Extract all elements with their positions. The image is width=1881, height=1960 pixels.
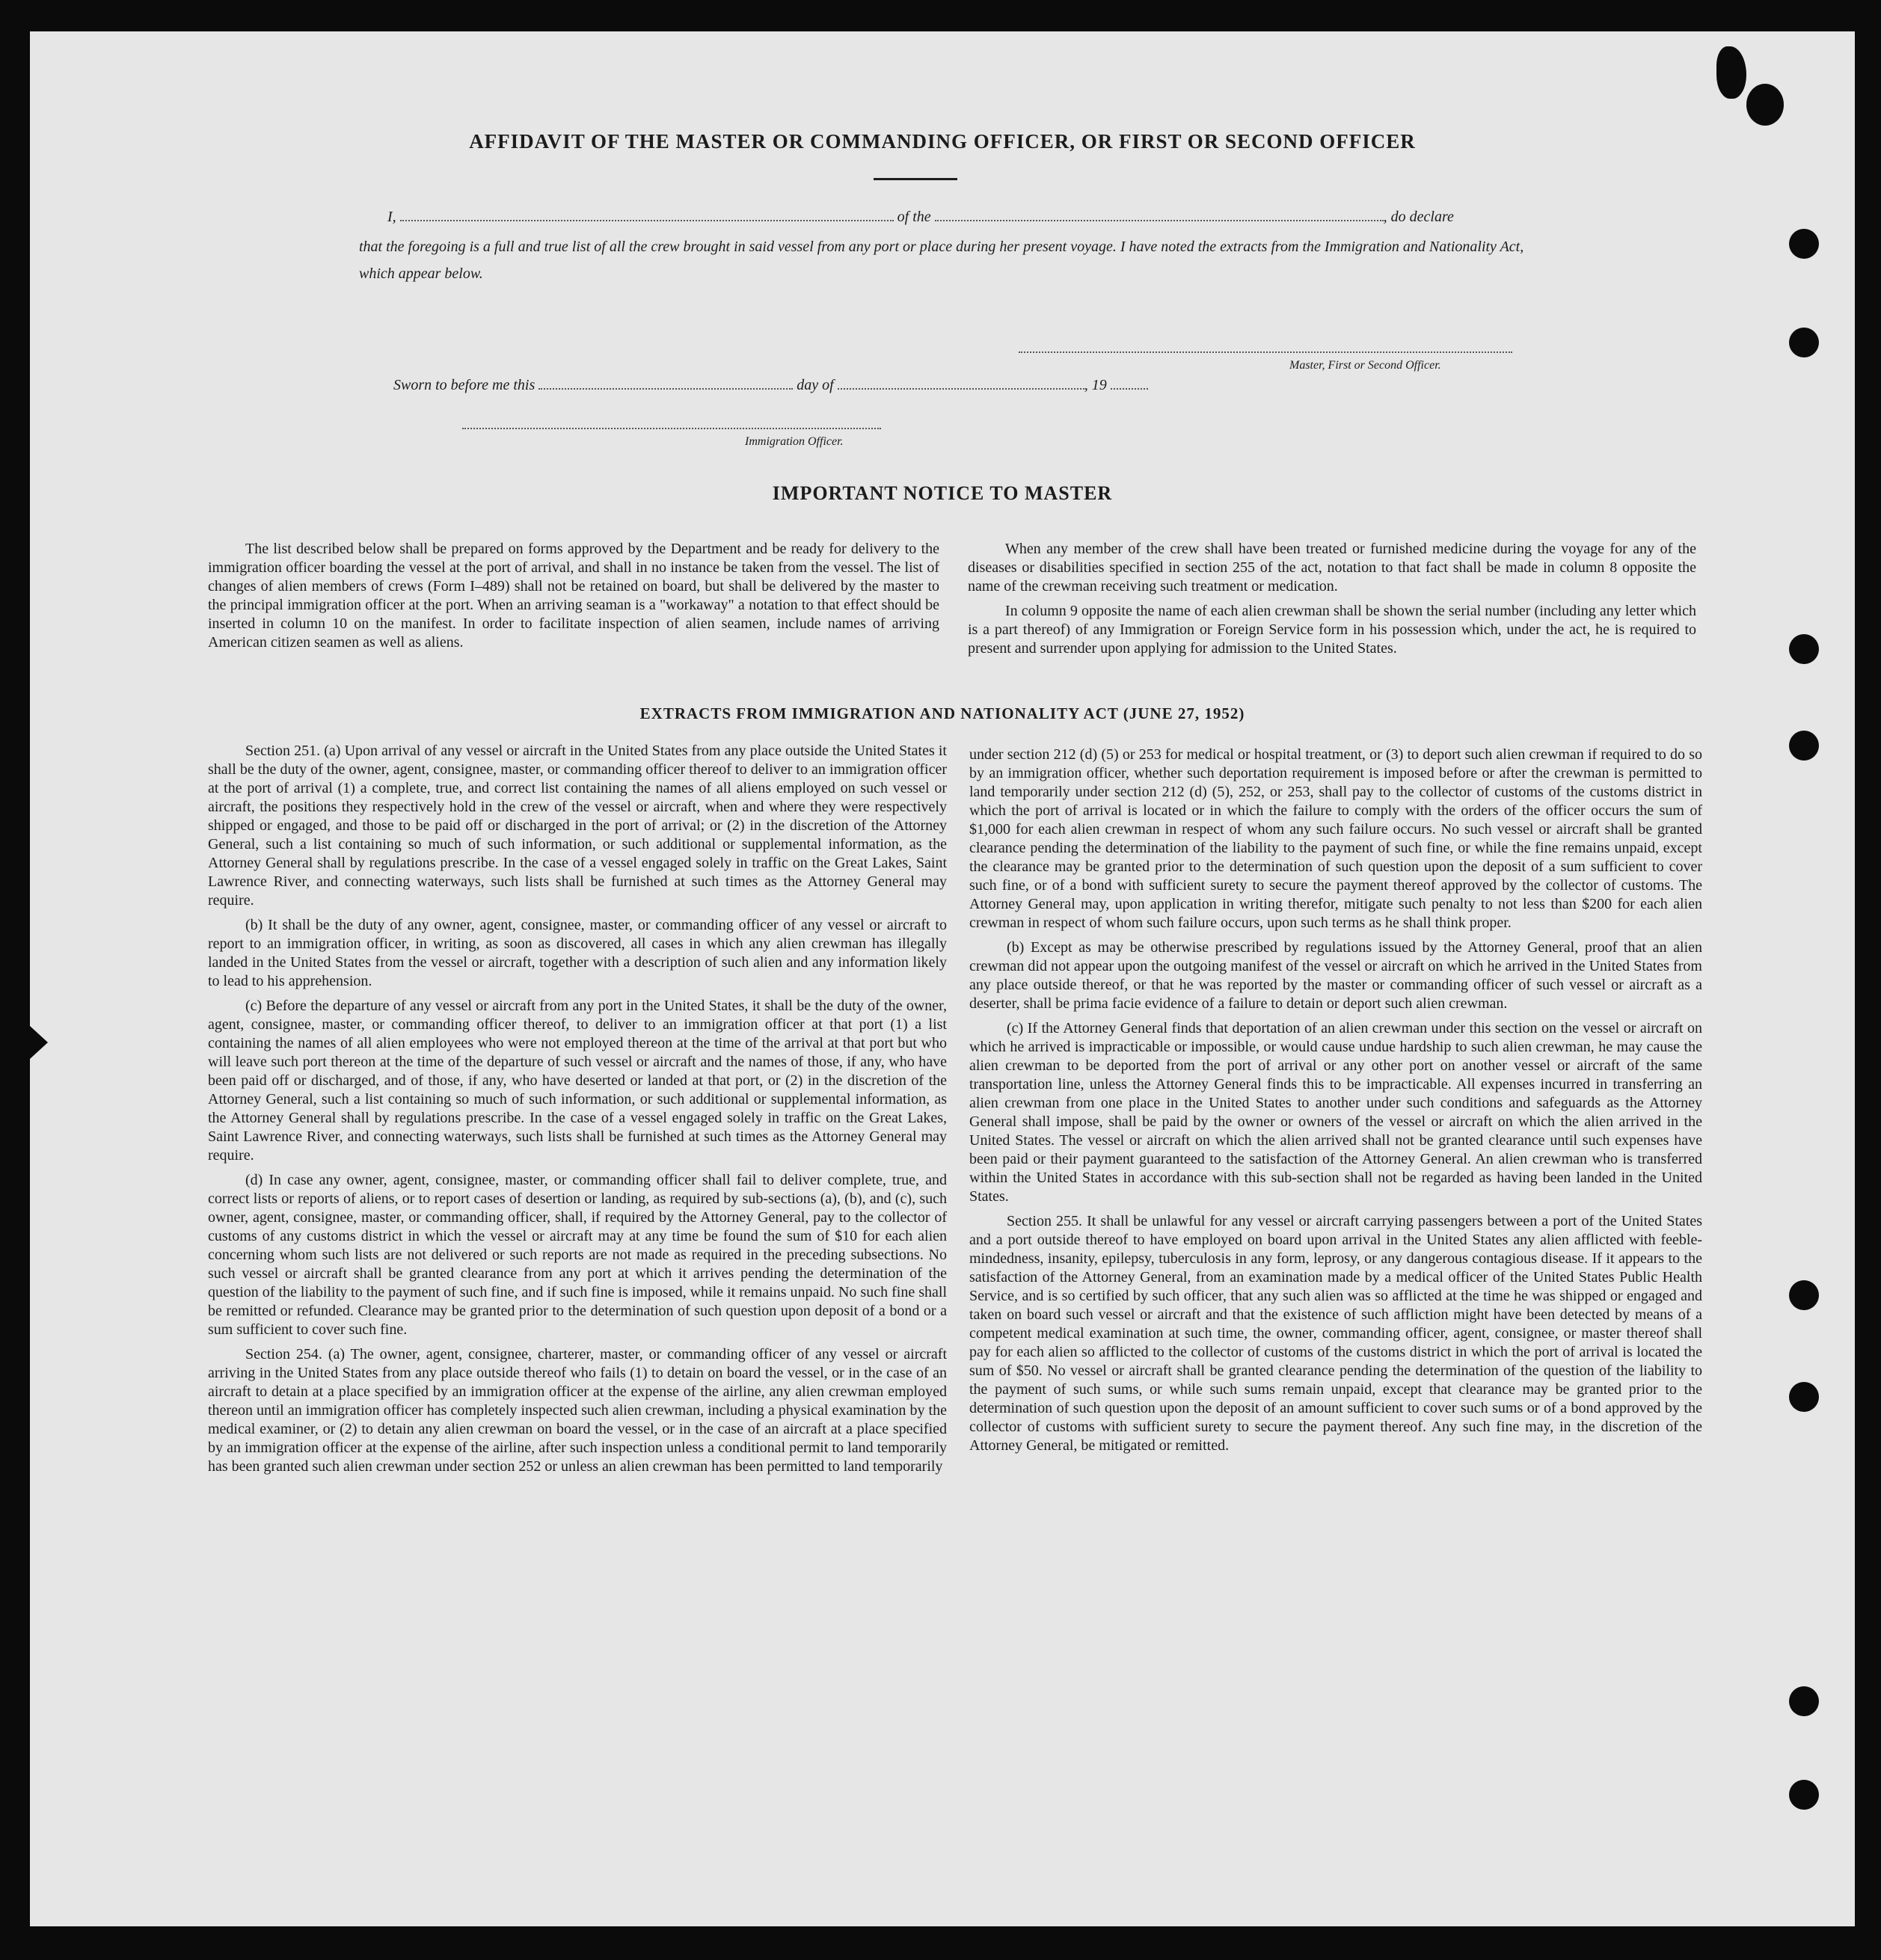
punch-hole [1789, 1780, 1819, 1810]
punch-hole [1789, 1686, 1819, 1716]
punch-hole [1789, 229, 1819, 259]
do-declare-label: , do declare [1383, 209, 1454, 225]
year-prefix: , 19 [1084, 377, 1107, 393]
officer-caption: Immigration Officer. [745, 435, 844, 448]
page-notch [30, 1026, 48, 1059]
master-signature-line[interactable] [1019, 351, 1512, 353]
name-field[interactable] [400, 220, 894, 221]
sworn-line [393, 377, 1148, 394]
extract-paragraph: Section 254. (a) The owner, agent, consignee, charterer, master, or commanding officer of any vessel or aircraft arriving in the United States from any place outside thereof who fails (1) to detain on board the vessel, or in the case of an aircraft to detain at a place specified by an immigration officer at the expense of the airline, any alien crewman employed thereon until an immigration officer has completely inspected such alien crewman, including a physical examination by the medical examiner, or (2) to detain any alien crewman on board the vessel, or in the case of an aircraft at a place specified by an immigration officer at the expense of the airline, after such inspection unless a conditional permit to land temporarily has been granted such alien crewman under section 252 or unless an alien crewman has been permitted to land temporarily [208, 1346, 947, 1475]
notice-title: IMPORTANT NOTICE TO MASTER [772, 482, 1113, 504]
clip-mark [1746, 84, 1784, 126]
i-label: I, [387, 209, 396, 225]
extracts-title: EXTRACTS FROM IMMIGRATION AND NATIONALITY ACT (JUNE 27, 1952) [639, 704, 1245, 722]
notice-right-column [968, 540, 1696, 664]
declaration-line [387, 203, 1543, 230]
affidavit-title: AFFIDAVIT OF THE MASTER OR COMMANDING OFFICER, OR FIRST OR SECOND OFFICER [469, 130, 1416, 153]
notice-left-column [208, 540, 939, 658]
punch-hole [1789, 731, 1819, 761]
punch-hole [1789, 1382, 1819, 1412]
notice-paragraph: When any member of the crew shall have been treated or furnished medicine during the voyage for any of the diseases or disabilities specified in section 255 of the act, notation to that fact shall be made in column 8 opposite the name of the crewman receiving such treatment or medication. [968, 541, 1696, 595]
sworn-label: Sworn to before me this [393, 377, 536, 393]
extract-paragraph: (b) It shall be the duty of any owner, agent, consignee, master, or commanding officer of any vessel or aircraft to report to an immigration officer, in writing, as soon as discovered, all cases in which any alien crewman has illegally landed in the United States from the vessel or aircraft, together with a description of such alien and any information likely to lead to his apprehension. [208, 917, 947, 989]
extract-paragraph: (c) Before the departure of any vessel or aircraft from any port in the United States, it shall be the duty of the owner, agent, consignee, master, or commanding officer thereof, to deliver to an immigration officer at that port (1) a list containing the names of all alien employees who were not employed thereon at the time of the arrival at that port but who will leave such port thereon at the time of the departure of such vessel or aircraft and the names of those, if any, who have been paid off or discharged, and of those, if any, who have deserted or landed at that port, or (2) in the discretion of the Attorney General, such a list containing so much of such information, or such additional or supplemental information, as the Attorney General shall by regulations prescribe. In the case of a vessel engaged solely in traffic on the Great Lakes, Saint Lawrence River, and connecting waterways, such lists shall be furnished at such times as the Attorney General may require. [208, 998, 947, 1164]
master-caption: Master, First or Second Officer. [1289, 359, 1441, 372]
of-the-label: of the [897, 209, 931, 225]
officer-signature-line[interactable] [462, 428, 881, 429]
month-field[interactable] [838, 388, 1084, 390]
punch-hole [1789, 634, 1819, 664]
punch-hole [1789, 1280, 1819, 1310]
notice-paragraph: In column 9 opposite the name of each alien crewman shall be shown the serial number (including any letter which is a part thereof) of any Immigration or Foreign Service form in his possession which, under the act, he is required to present and surrender upon applying for admission to the United States. [968, 603, 1696, 657]
extract-paragraph: Section 255. It shall be unlawful for any vessel or aircraft carrying passengers between a port of the United States and a port outside thereof to have employed on board upon arrival in the United States any alien afflicted with feeble-mindedness, insanity, epilepsy, tuberculosis in any form, leprosy, or any dangerous contagious disease. If it appears to the satisfaction of the Attorney General, from an examination made by a medical officer of the United States Public Health Service, and is so certified by such officer, that any such alien was so afflicted at the time he was shipped or engaged and taken on board such vessel or aircraft and that the existence of such affliction might have been detected by means of a competent medical examination at such time, the owner, commanding officer, agent, consignee, or master thereof shall pay for each alien so afflicted to the collector of customs of the customs district in which the port of arrival is located the sum of $50. No vessel or aircraft shall be granted clearance pending the determination of the question of the liability to the payment of such sums, or while such sums remain unpaid, except that clearance may be granted prior to the determination of such question upon the deposit of an amount sufficient to cover such sums or of a bond approved by the collector of customs with sufficient surety to secure the payment thereof. Any such fine may, in the discretion of the Attorney General, be mitigated or remitted. [969, 1213, 1702, 1454]
day-field[interactable] [538, 388, 793, 390]
document-page [30, 31, 1855, 1926]
extract-paragraph: Section 251. (a) Upon arrival of any vessel or aircraft in the United States from any place outside the United States it shall be the duty of the owner, agent, consignee, master, or commanding officer thereof to deliver to an immigration officer at the port of arrival (1) a complete, true, and correct list containing the names of all aliens employed on such vessel or aircraft, the positions they respectively hold in the crew of the vessel or aircraft, when and where they were respectively shipped or engaged, and those to be paid off or discharged in the port of arrival; or (2) in the discretion of the Attorney General, such a list containing so much of such information, or such additional or supplemental information, as the Attorney General shall by regulations prescribe. In the case of a vessel engaged solely in traffic on the Great Lakes, Saint Lawrence River, and connecting waterways, such lists shall be furnished at such times as the Attorney General may require. [208, 743, 947, 909]
extracts-left-column [208, 742, 947, 1482]
extract-paragraph: (c) If the Attorney General finds that deportation of an alien crewman under this section on the vessel or aircraft on which he arrived is impracticable or impossible, or would cause undue hardship to such alien crewman, he may cause the alien crewman to be deported from the port of arrival or any other port on another vessel or aircraft of the same transportation line, unless the Attorney General finds this to be impracticable. All expenses incurred in transferring an alien crewman from one place in the United States to another under such conditions and safeguards as the Attorney General shall impose, shall be paid by the owner or owners of the vessel or aircraft on which the alien arrived in the United States. The vessel or aircraft on which the alien arrived shall not be granted clearance until such expenses have been paid or their payment guaranteed to the satisfaction of the Attorney General. An alien crewman who is transferred within the United States in accordance with this sub-section shall not be regarded as having been landed in the United States. [969, 1020, 1702, 1205]
year-field[interactable] [1111, 388, 1148, 390]
extract-paragraph: (d) In case any owner, agent, consignee, master, or commanding officer shall fail to deliver complete, true, and correct lists or reports of aliens, or to report cases of desertion or landing, as required by sub-sections (a), (b), and (c), such owner, agent, consignee, master, or commanding officer, shall, if required by the Attorney General, pay to the collector of customs of any customs district in which the vessel or aircraft may at any time be found the sum of $10 for each alien concerning whom such lists are not delivered or such reports are not made as required in the preceding subsections. No such vessel or aircraft shall be granted clearance from any port at which it arrives pending the determination of the question of the liability to the payment of such fine, and if such fine is imposed, while it remains unpaid. No such fine shall be remitted or refunded. Clearance may be granted prior to the determination of such question upon deposit of a bond or a sum sufficient to cover such fine. [208, 1172, 947, 1338]
punch-hole [1789, 328, 1819, 357]
extracts-right-column [969, 746, 1702, 1461]
title-rule [874, 178, 957, 180]
day-of-label: day of [797, 377, 834, 393]
notice-paragraph: The list described below shall be prepared on forms approved by the Department and be ready for delivery to the immigration officer boarding the vessel at the port of arrival, and shall in no instance be taken from the vessel. The list of changes of alien members of crews (Form I–489) shall not be retained on board, but shall be delivered by the master to the principal immigration officer at the port. When an arriving seaman is a "workaway" a notation to that effect should be inserted in column 10 on the manifest. In order to facilitate inspection of alien seamen, include names of arriving American citizen seamen as well as aliens. [208, 541, 939, 651]
vessel-field[interactable] [935, 220, 1384, 221]
extract-paragraph: under section 212 (d) (5) or 253 for medical or hospital treatment, or (3) to deport such alien crewman if required to do so by an immigration officer, whether such deportation requirement is imposed before or after the crewman is permitted to land temporarily under section 212 (d) (5), 252, or 253, shall pay to the collector of customs of the customs district in which the port of arrival is located or in which the failure to comply with the orders of the officer occurs the sum of $1,000 for each alien crewman in respect of whom any such failure occurs. No such vessel or aircraft shall be granted clearance pending the determination of the liability to the payment of such fine, or while the fine remains unpaid, except the clearance may be granted prior to the determination of such question upon the deposit of a sum sufficient to cover such fine, or of a bond with sufficient surety to secure the payment thereof approved by the collector of customs. The Attorney General may, upon application in writing therefor, mitigate such penalty to not less than $200 for each alien crewman in respect of whom such failure occurs, upon such terms as he shall think proper. [969, 746, 1702, 931]
declaration-statement: that the foregoing is a full and true list of all the crew brought in said vessel from any port or place during her present voyage. I have noted the extracts from the Immigration and Nationality Act, which appear below. [359, 239, 1524, 282]
extract-paragraph: (b) Except as may be otherwise prescribed by regulations issued by the Attorney General, proof that an alien crewman did not appear upon the outgoing manifest of the vessel or aircraft on which he arrived in the United States from any place outside thereof, or that he was reported by the master or commanding officer of such vessel or aircraft as a deserter, shall be prima facie evidence of a failure to detain or deport such alien crewman. [969, 939, 1702, 1012]
clip-mark [1716, 46, 1746, 99]
